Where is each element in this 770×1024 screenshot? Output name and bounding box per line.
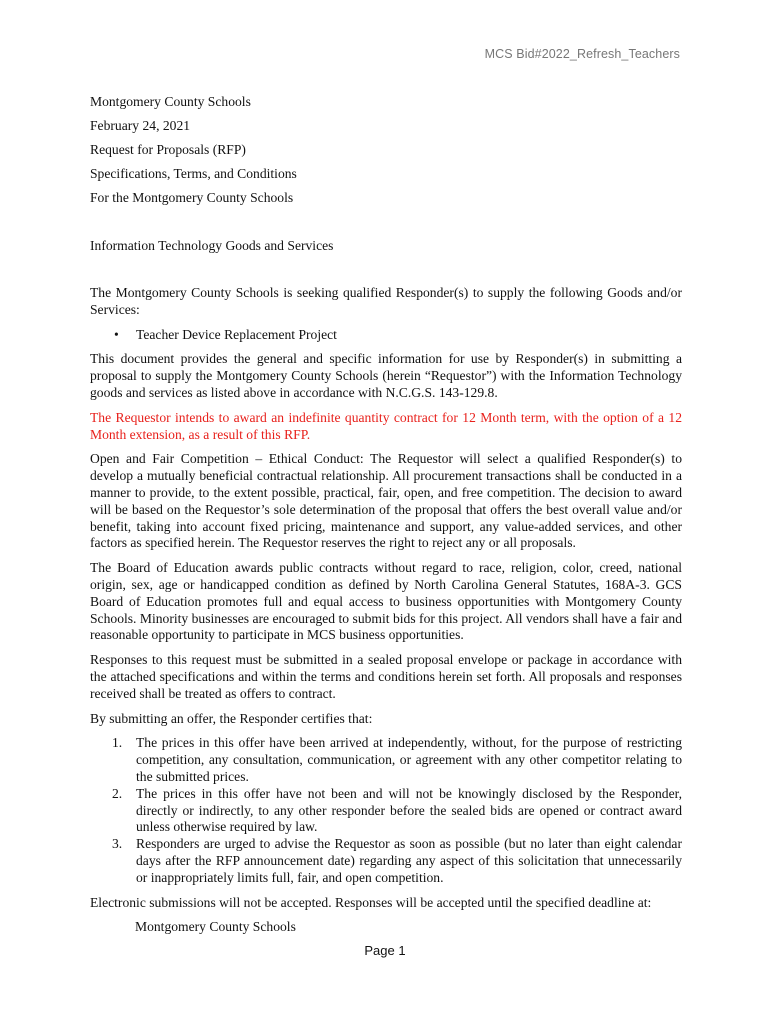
bullet-icon: • <box>114 326 119 342</box>
award-notice-paragraph: The Requestor intends to award an indefinite quantity contract for 12 Month term, with the option of a 12 Month extension, as a result of this RFP. <box>90 409 682 442</box>
title-line-organization: Montgomery County Schools <box>90 94 251 109</box>
title-line-date: February 24, 2021 <box>90 118 191 133</box>
certification-number: 2. <box>112 785 123 801</box>
certification-text: Responders are urged to advise the Requestor as soon as possible (but no later than eight calendar days after the RFP announcement date) regarding any aspect of this solicitation that unnecessarily or inappropriately limits full, fair, and open competition. <box>136 836 682 885</box>
ethical-conduct-paragraph: Open and Fair Competition – Ethical Conduct: The Requestor will select a qualified Responder(s) to develop a mutually beneficial contractual relationship. All procurement transactions shall be conducted in a manner to provide, to the extent possible, practical, fair, open, and free competition. The decision to award will be based on the Requestor’s sole determination of the proposal that offers the best overall value and/or benefit, taking into account fixed pricing, maintenance and support, any value-added services, and other factors as specified herein. The Requestor reserves the right to reject any or all proposals. <box>90 451 682 551</box>
certification-number: 3. <box>112 836 123 852</box>
section-title: Information Technology Goods and Services <box>90 238 334 253</box>
document-reference: MCS Bid#2022_Refresh_Teachers <box>484 47 680 61</box>
list-item <box>114 327 682 344</box>
document-purpose-paragraph: This document provides the general and specific information for use by Responder(s) in submitting a proposal to supply the Montgomery County Schools (herein “Requestor”) with the Information Technology goods and services as listed above in accordance with N.C.G.S. 143-129.8. <box>90 351 682 400</box>
certification-item <box>112 735 682 785</box>
list-item-text: Teacher Device Replacement Project <box>136 326 337 342</box>
certification-intro: By submitting an offer, the Responder certifies that: <box>90 710 373 726</box>
page-number: Page 1 <box>364 943 406 958</box>
intro-paragraph: The Montgomery County Schools is seeking qualified Responder(s) to supply the following Goods and/or Services: <box>90 285 682 317</box>
certification-text: The prices in this offer have not been and will not be knowingly disclosed by the Responder, directly or indirectly, to any other responder before the sealed bids are opened or contract award unless otherwise required by law. <box>136 785 682 835</box>
title-line-specifications: Specifications, Terms, and Conditions <box>90 166 297 181</box>
certification-number: 1. <box>112 735 123 751</box>
certification-list <box>90 735 682 886</box>
title-block <box>90 93 682 213</box>
electronic-submission-paragraph: Electronic submissions will not be accepted. Responses will be accepted until the specified deadline at: <box>90 894 652 910</box>
goods-list <box>90 327 682 344</box>
title-line-rfp: Request for Proposals (RFP) <box>90 142 246 157</box>
title-line-recipient: For the Montgomery County Schools <box>90 190 294 205</box>
board-policy-paragraph: The Board of Education awards public contracts without regard to race, religion, color, creed, national origin, sex, age or handicapped condition as defined by North Carolina General Statutes, 168A-3. GCS Board of Education promotes full and equal access to business opportunities with Montgomery County Schools. Minority businesses are encouraged to submit bids for this project. All vendors shall have a fair and reasonable opportunity to participate in MCS business opportunities. <box>90 560 682 643</box>
document-body <box>90 93 682 936</box>
certification-text: The prices in this offer have been arrived at independently, without, for the purpose of restricting competition, any consultation, communication, or agreement with any other competitor relating to the submitted prices. <box>136 735 682 784</box>
responses-paragraph: Responses to this request must be submitted in a sealed proposal envelope or package in accordance with the attached specifications and within the terms and conditions herein set forth. All proposals and responses received shall be treated as offers to contract. <box>90 652 682 701</box>
certification-item <box>112 836 682 886</box>
address-line: Montgomery County Schools <box>135 919 296 935</box>
certification-item <box>112 786 682 836</box>
